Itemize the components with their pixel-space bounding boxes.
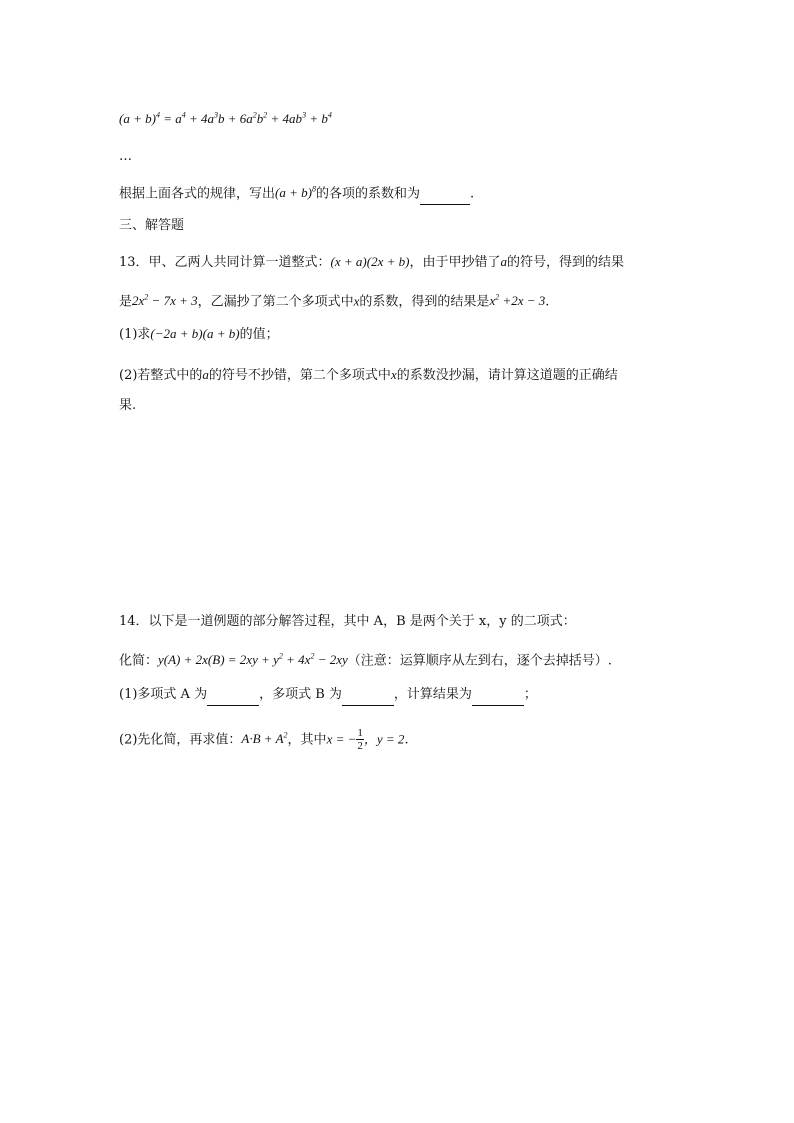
answer-blank-b[interactable] [342, 685, 394, 706]
answer-blank-a[interactable] [207, 685, 259, 706]
question-13-part-1: (1)求(−2a + b)(a + b)的值； [119, 326, 279, 342]
expr-evaluate: (−2a + b)(a + b) [150, 326, 240, 341]
question-13-line-1: 13．甲、乙两人共同计算一道整式：(x + a)(2x + b)，由于甲抄错了a的符号，得到的结果 [119, 254, 624, 270]
question-13-part-2: (2)若整式中的a的符号不抄错，第二个多项式中x的系数没抄漏，请计算这道题的正确结 [119, 367, 618, 383]
expr-a-plus-b-8: $(a + b)^8$ [275, 185, 316, 201]
var-x: x [353, 293, 360, 309]
question-13-line-2: 是$2x^2 - 7x + 3$，乙漏抄了第二个多项式中x的系数，得到的结果是$x^2 +2x - 3$. [119, 293, 550, 310]
question-14-part-2: (2)先化简，再求值：$A\cdot B + A^2$，其中x = − $\frac{1}{2}$ ，y = 2. [119, 727, 409, 753]
expr-product: (x + a)(2x + b) [330, 254, 410, 269]
question-12-text: 根据上面各式的规律，写出$(a + b)^8$的各项的系数和为 . [119, 180, 474, 205]
binomial-expansion-line [119, 106, 332, 130]
answer-blank-result[interactable] [472, 685, 524, 706]
question-13-part-2-continued: 果. [119, 398, 137, 413]
var-a: a [202, 367, 209, 382]
var-a: a [500, 254, 507, 269]
question-14-part-1: (1)多项式 A 为 ，多项式 B 为 ，计算结果为 ； [119, 685, 537, 706]
ellipsis: … [119, 149, 132, 164]
fraction-one-half: $\frac{1}{2}$ [357, 727, 363, 753]
expr-wrong-result-b: $x^2 +2x - 3$ [489, 293, 546, 309]
expr-ab-plus-a2: $A\cdot B + A^2$ [241, 731, 288, 747]
answer-blank[interactable] [420, 184, 470, 205]
y-value: ，y = 2 [363, 731, 405, 747]
binomial-formula: $(a + b)^4 = a^4 + 4a^3b + 6a^2b^2 + 4ab^3 + b^4$ [119, 111, 332, 127]
expr-simplify: $y(A) + 2x(B) = 2xy + y^2 + 4x^2 - 2xy$ [158, 652, 348, 668]
x-value: x = − [326, 731, 357, 747]
var-x: x [390, 367, 397, 382]
expr-wrong-result-a: $2x^2 - 7x + 3$ [132, 293, 198, 309]
question-14-line-1: 14．以下是一道例题的部分解答过程，其中 A，B 是两个关于 x，y 的二项式： [119, 614, 576, 629]
question-14-line-2: 化简：$y(A) + 2x(B) = 2xy + y^2 + 4x^2 - 2xy$（注意：运算顺序从左到右，逐个去掉括号）. [119, 652, 612, 669]
section-title: 三、解答题 [119, 218, 185, 233]
